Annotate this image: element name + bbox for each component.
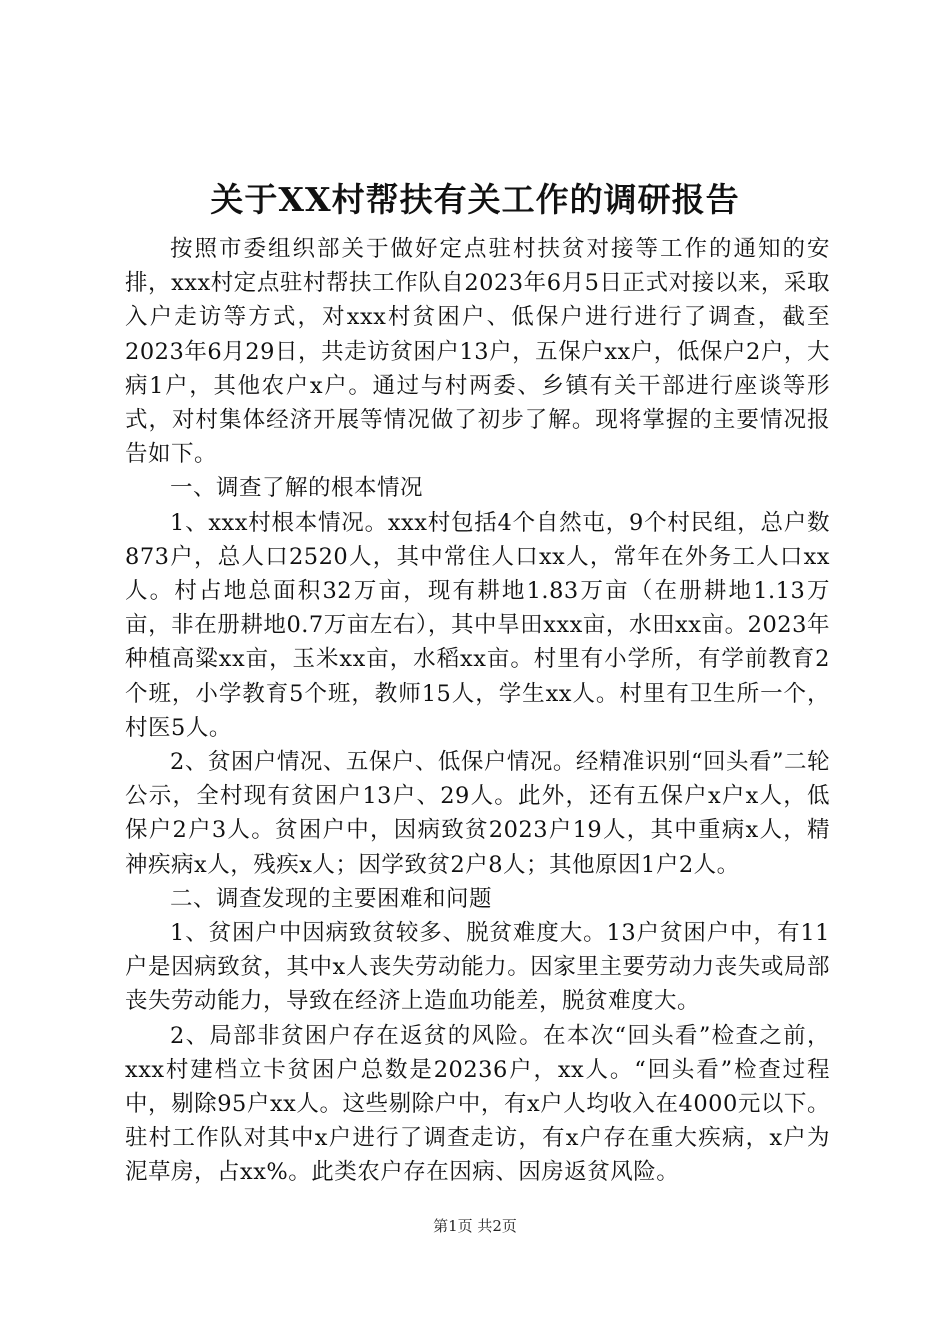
poor-households-paragraph: 2、贫困户情况、五保户、低保户情况。经精准识别“回头看”二轮公示，全村现有贫困户13户、29人。此外，还有五保户x户x人，低保户2户3人。贫困户中，因病致贫2023户19人，其中重病x人，精神疾病x人，残疾x人；因学致贫2户8人；其他原因1户2人。	[125, 749, 830, 878]
intro-paragraph: 按照市委组织部关于做好定点驻村扶贫对接等工作的通知的安排，xxx村定点驻村帮扶工作队自2023年6月5日正式对接以来，采取入户走访等方式，对xxx村贫困户、低保户进行进行了调查，截至2023年6月29日，共走访贫困户13户，五保户xx户，低保户2户，大病1户，其他农户x户。通过与村两委、乡镇有关干部进行座谈等形式，对村集体经济开展等情况做了初步了解。现将掌握的主要情况报告如下。	[125, 236, 830, 468]
illness-poverty-paragraph: 1、贫困户中因病致贫较多、脱贫难度大。13户贫困户中，有11户是因病致贫，其中x人丧失劳动能力。因家里主要劳动力丧失或局部丧失劳动能力，导致在经济上造血功能差，脱贫难度大。	[125, 920, 830, 1015]
page-number-footer: 第1页 共2页	[433, 1217, 517, 1235]
document-title: 关于XX村帮扶有关工作的调研报告	[210, 180, 740, 219]
return-poverty-risk-paragraph: 2、局部非贫困户存在返贫的风险。在本次“回头看”检查之前，xxx村建档立卡贫困户总数是20236户，xx人。“回头看”检查过程中，剔除95户xx人。这些剔除户中，有x户人均收入在4000元以下。驻村工作队对其中x户进行了调查走访，有x户存在重大疾病，x户为泥草房，占xx%。此类农户存在因病、因房返贫风险。	[125, 1022, 830, 1186]
section-heading-1: 一、调查了解的根本情况	[170, 475, 424, 502]
village-basic-paragraph: 1、xxx村根本情况。xxx村包括4个自然屯，9个村民组，总户数873户，总人口2520人，其中常住人口xx人，常年在外务工人口xx人。村占地总面积32万亩，现有耕地1.83万亩（在册耕地1.13万亩，非在册耕地0.7万亩左右），其中旱田xxx亩，水田xx亩。2023年种植高粱xx亩，玉米xx亩，水稻xx亩。村里有小学所，有学前教育2个班，小学教育5个班，教师15人，学生xx人。村里有卫生所一个，村医5人。	[125, 509, 830, 741]
document-body	[125, 232, 830, 1190]
section-heading-2: 二、调查发现的主要困难和问题	[170, 885, 493, 912]
